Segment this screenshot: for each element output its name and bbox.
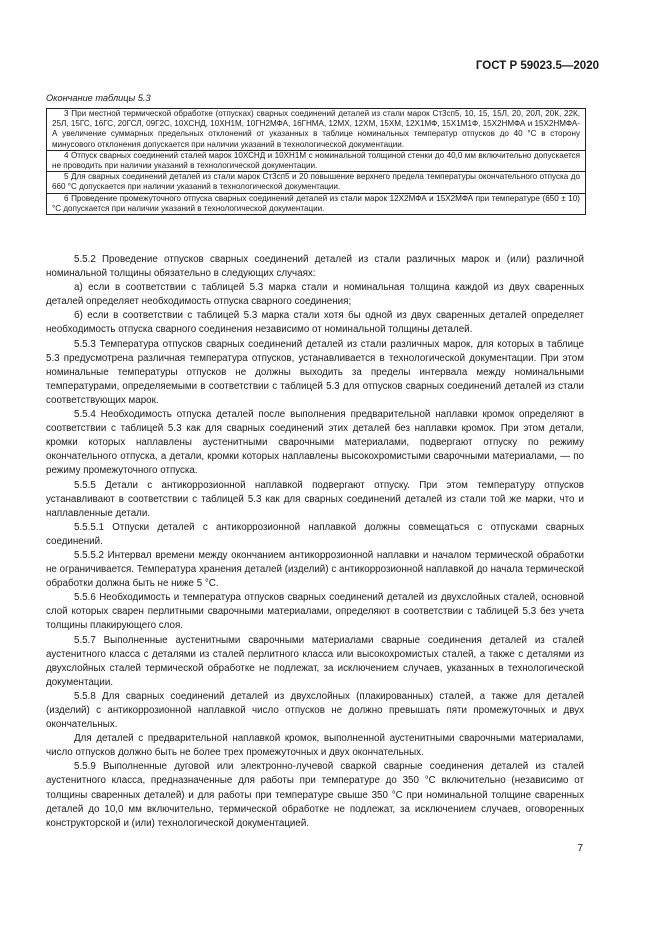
table-note: 6 Проведение промежуточного отпуска сварных соединений деталей из стали марок 12Х2МФА и 15Х2МФА при температуре (650 ± 10) °С допускается при наличии указаний в технологической документации. — [52, 193, 580, 213]
table-note: 5 Для сварных соединений деталей из стали марок Ст3сп5 и 20 повышение верхнего предела температуры окончательного отпуска до 660 °С допускается при наличии указаний в технологической документации. — [47, 172, 585, 193]
table-caption: Окончание таблицы 5.3 — [46, 93, 151, 103]
paragraph: 5.5.5.2 Интервал времени между окончанием антикоррозионной наплавки и началом термической обработки не ограничивается. Температура хранения деталей (изделий) с антикоррозионной наплавкой до начала термической обработки должна быть не ниже 5 °С. — [46, 549, 584, 590]
page-number: 7 — [577, 843, 583, 854]
paragraph: 5.5.7 Выполненные аустенитными сварочными материалами сварные соединения деталей из сталей аустенитного класса с деталями из сталей перлитного класса или высокохромистых сталей, а также с деталями из двухслойных сталей термической обработке не подлежат, за исключением случаев, указанных в технологической документации. — [46, 634, 584, 688]
paragraph: б) если в соответствии с таблицей 5.3 марка стали хотя бы одной из двух сваренных деталей определяет необходимость отпуска сварного соединения независимо от номинальной толщины деталей. — [46, 310, 584, 336]
paragraph: 5.5.2 Проведение отпусков сварных соединений деталей из стали различных марок и (или) различной номинальной толщины обязательно в следующих случаях: — [46, 254, 584, 280]
paragraph: 5.5.3 Температура отпусков сварных соединений деталей из стали различных марок, для которых в таблице 5.3 предусмотрена различная температура отпусков, устанавливается в технологической документации. При этом номинальные температуры отпусков не должны выходить за пределы интервала между номинальными температурами, определяемыми в соответствии с таблицей 5.3 для отпусков сварных соединений деталей из стали соответствующих марок. — [46, 338, 584, 406]
table-notes — [46, 108, 586, 215]
paragraph: 5.5.5.1 Отпуски деталей с антикоррозионной наплавкой должны совмещаться с отпусками сварных соединений. — [46, 521, 584, 547]
paragraph: 5.5.9 Выполненные дуговой или электронно-лучевой сваркой сварные соединения деталей из сталей аустенитного класса, предназначенные для работы при температуре до 350 °С включительно (независимо от толщины сваренных деталей) и для работы при температуре свыше 350 °С при номинальной толщине сваренных деталей до 10,0 мм включительно, термической обработке не подлежат, за исключением случаев, оговоренных конструкторской и (или) технологической документацией. — [46, 761, 584, 829]
paragraph: 5.5.5 Детали с антикоррозионной наплавкой подвергают отпуску. При этом температуру отпусков устанавливают в соответствии с таблицей 5.3 как для сварных соединений деталей из стали той же марки, что и наплавленные детали. — [46, 479, 584, 519]
paragraph: 5.5.4 Необходимость отпуска деталей после выполнения предварительной наплавки кромок определяют в соответствии с таблицей 5.3 как для сварных соединений этих деталей без наплавки кромок. При этом детали, кромки которых наплавлены аустенитными сварочными материалами, подвергают отпуску по режиму окончательного отпуска, а детали, кромки которых наплавлены высокохромистыми сварочными материалами, — по режиму промежуточного отпуска. — [46, 409, 584, 477]
paragraph: 5.5.8 Для сварных соединений деталей из двухслойных (плакированных) сталей, а также для деталей (изделий) с антикоррозионной наплавкой число отпусков не должно превышать пяти промежуточных и двух окончательных. — [46, 690, 584, 731]
table-note: 4 Отпуск сварных соединений сталей марок 10ХСНД и 10ХН1М с номинальной толщиной стенки до 40,0 мм включительно допускается не проводить при наличии указаний в технологической документации. — [47, 151, 585, 172]
table-note: 3 При местной термической обработке (отпусках) сварных соединений деталей из стали марок Ст3сп5, 10, 15, 15Л, 20, 20Л, 20К, 22К, 25Л, 15ГС, 16ГС, 20ГСЛ, 09Г2С, 10ХСНД, 10ХН1М, 10ГН2МФА, 16ГНМА, 12МХ, 12ХМ, 15ХМ, 12Х1МФ, 15Х1М1Ф, 15Х2НМФА и 15Х2НМФА-А увеличение суммарных предельных отклонений от указанных в таблице номинальных температур отпусков до 40 °С в сторону минусового отклонения допускается при наличии указаний в технологической документации. — [47, 109, 585, 151]
document-header: ГОСТ Р 59023.5—2020 — [475, 60, 599, 72]
paragraph: Для деталей с предварительной наплавкой кромок, выполненной аустенитными сварочными материалами, число отпусков должно быть не более трех промежуточных и двух окончательных. — [46, 733, 584, 759]
paragraph: а) если в соответствии с таблицей 5.3 марка стали и номинальная толщина каждой из двух сваренных деталей определяет необходимость отпуска сварного соединения; — [46, 282, 584, 308]
document-body — [46, 253, 584, 831]
paragraph: 5.5.6 Необходимость и температура отпусков сварных соединений деталей из двухслойных сталей, основной слой которых сварен перлитными сварочными материалами, определяют в соответствии с таблицей 5.3 без учета толщины плакирующего слоя. — [46, 592, 584, 632]
